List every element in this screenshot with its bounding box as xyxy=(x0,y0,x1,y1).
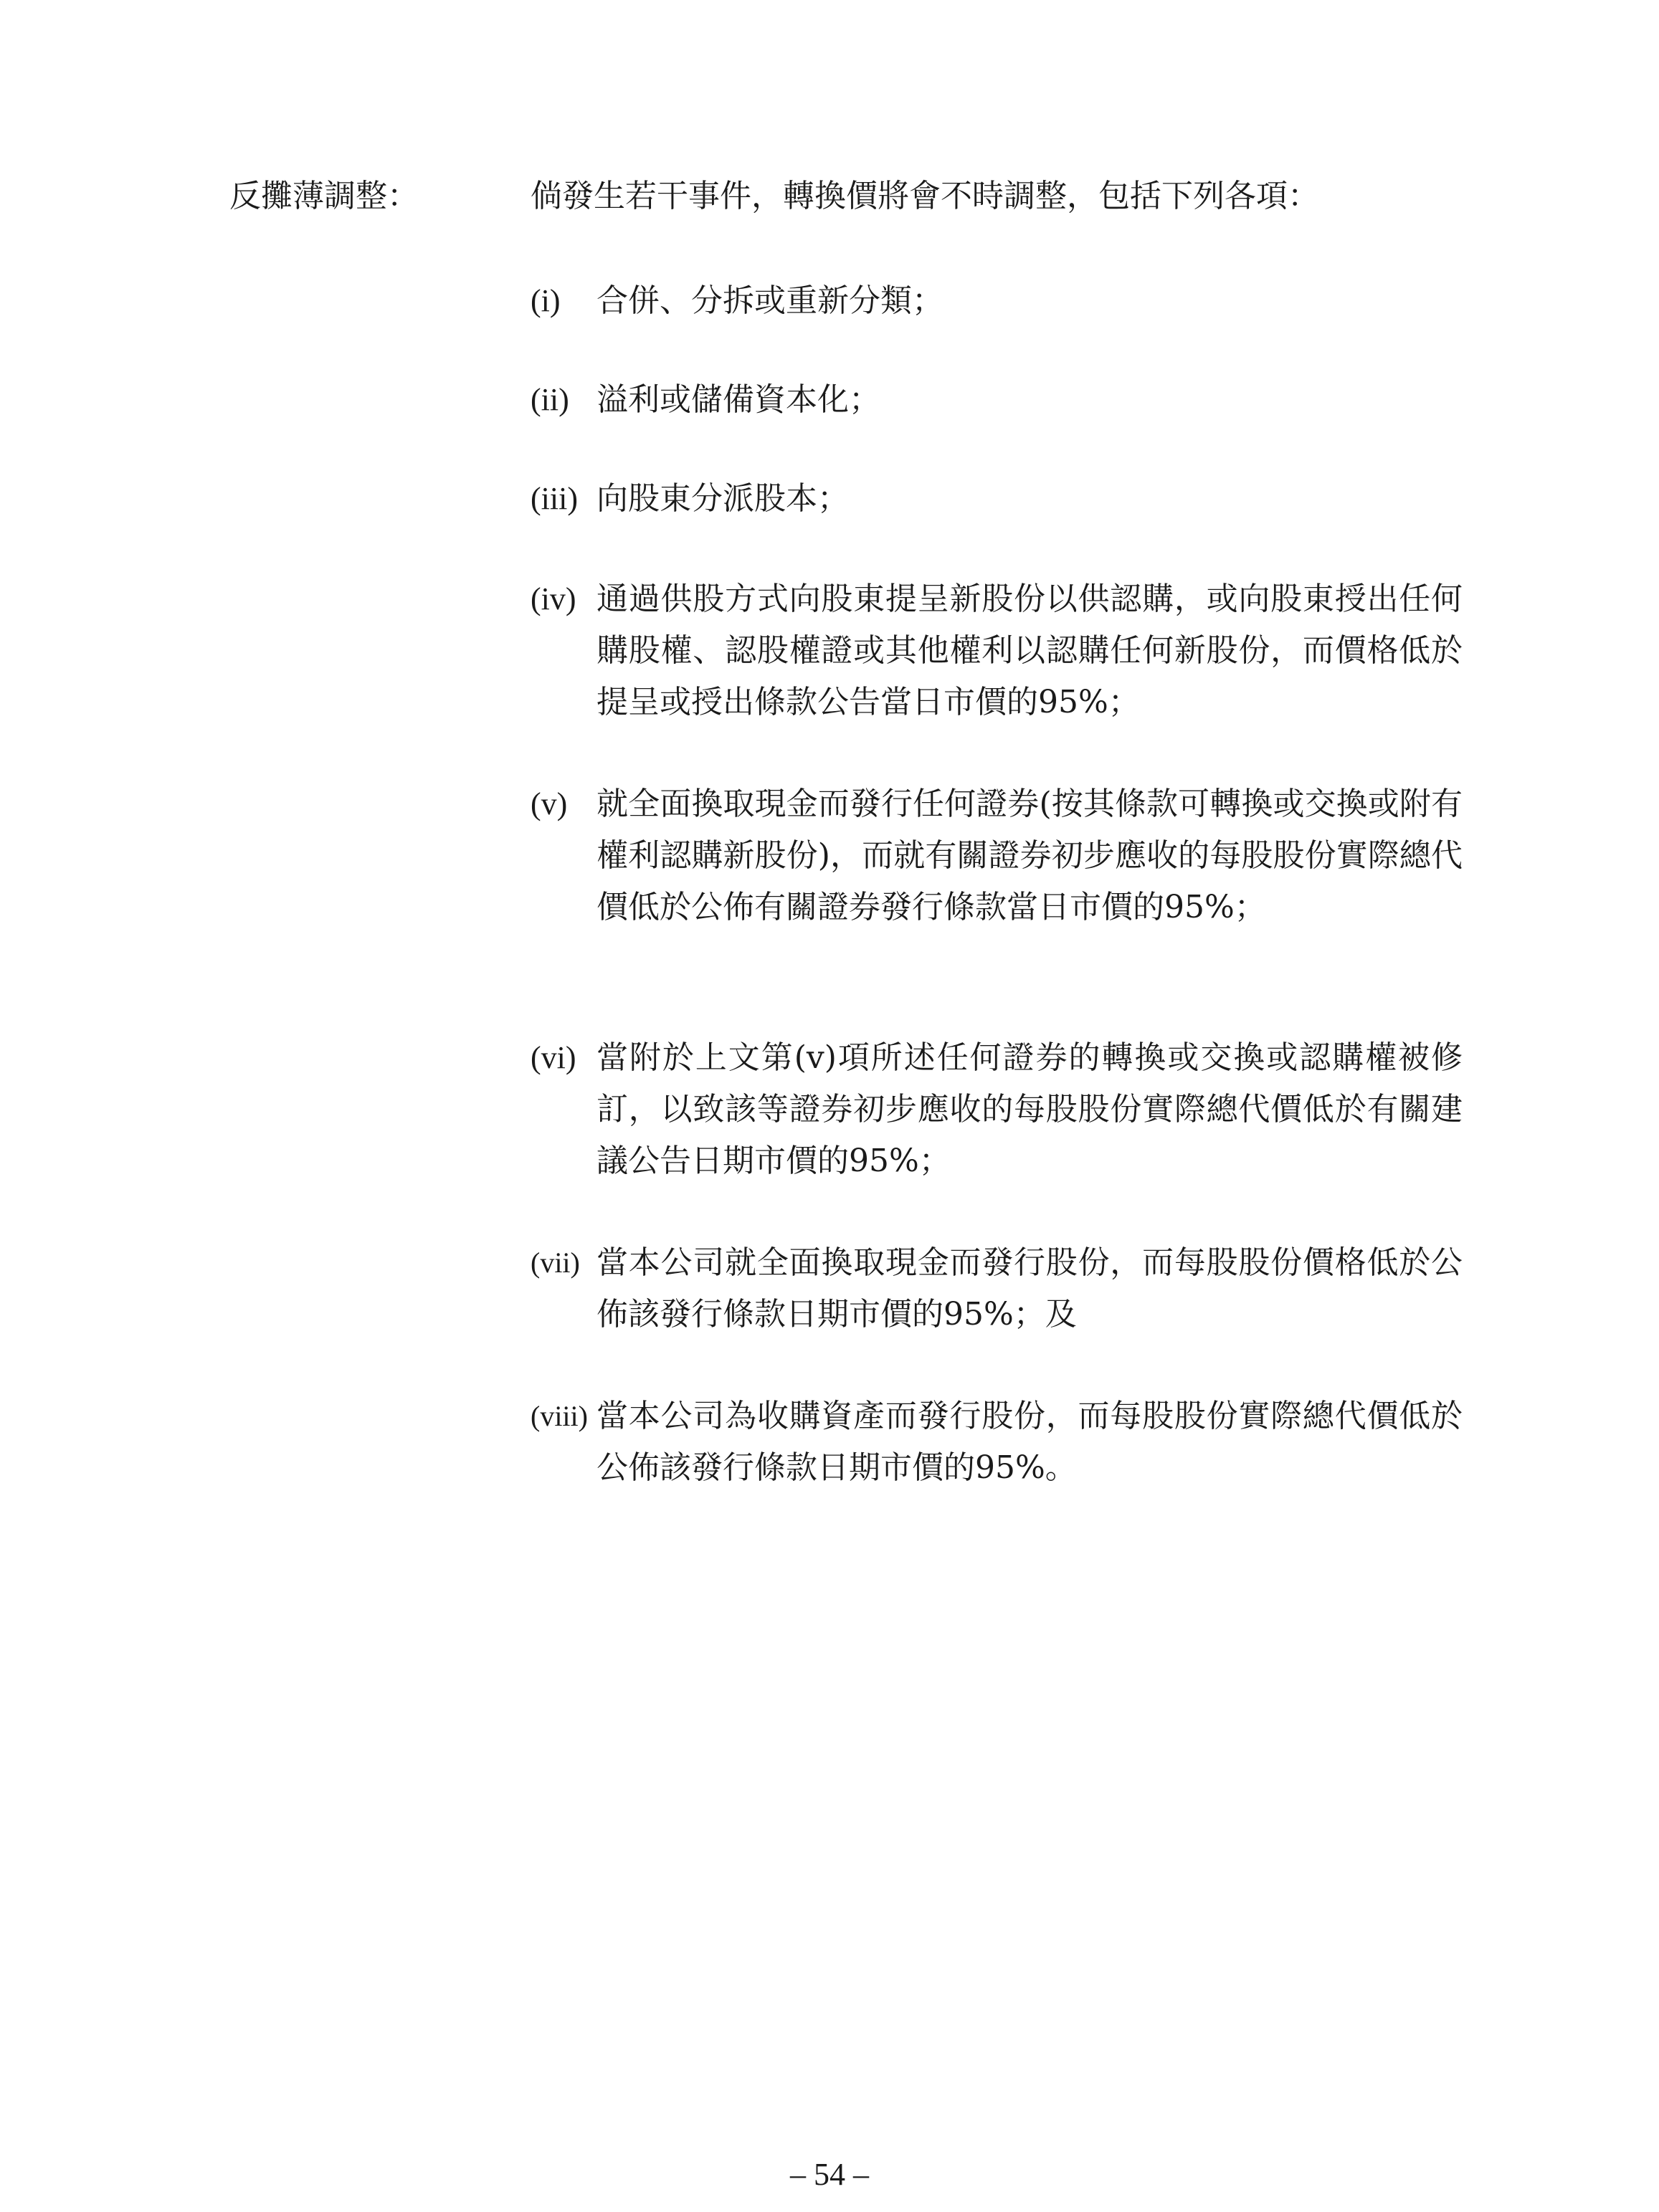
item-text: 通過供股方式向股東提呈新股份以供認購，或向股東授出任何購股權、認股權證或其他權利以認購任何新股份，而價格低於提呈或授出條款公告當日市價的95%； xyxy=(596,581,1463,720)
list-item xyxy=(531,473,1534,525)
list-item xyxy=(531,374,1534,426)
item-text: 當附於上文第(v)項所述任何證券的轉換或交換或認購權被修訂，以致該等證券初步應收的每股股份實際總代價低於有關建議公告日期市價的95%； xyxy=(596,1039,1463,1179)
item-text: 當本公司為收購資產而發行股份，而每股股份實際總代價低於公佈該發行條款日期市價的95%。 xyxy=(596,1398,1463,1486)
item-number: (iv) xyxy=(531,581,576,616)
item-number: (vii) xyxy=(531,1246,580,1279)
list-item xyxy=(531,275,1534,327)
section-label: 反攤薄調整： xyxy=(229,178,419,214)
list-item xyxy=(531,1237,1534,1340)
item-number: (viii) xyxy=(531,1400,588,1432)
item-text: 合併、分拆或重新分類； xyxy=(596,282,943,319)
list-item xyxy=(531,1032,1534,1187)
list-item xyxy=(531,1391,1534,1494)
item-number: (v) xyxy=(531,786,568,821)
list-item xyxy=(531,573,1534,728)
item-text: 就全面換取現金而發行任何證券(按其條款可轉換或交換或附有權利認購新股份)，而就有關證券初步應收的每股股份實際總代價低於公佈有關證券發行條款當日市價的95%； xyxy=(596,786,1463,925)
section-intro: 倘發生若干事件，轉換價將會不時調整，包括下列各項： xyxy=(531,178,1319,214)
item-text: 當本公司就全面換取現金而發行股份，而每股股份價格低於公佈該發行條款日期市價的95%；及 xyxy=(596,1244,1463,1333)
item-text: 溢利或儲備資本化； xyxy=(596,381,880,418)
item-number: (iii) xyxy=(531,481,578,516)
item-number: (ii) xyxy=(531,382,569,417)
item-text: 向股東分派股本； xyxy=(596,480,849,517)
item-number: (vi) xyxy=(531,1040,576,1075)
page-number: – 54 – xyxy=(790,2157,869,2192)
list-item xyxy=(531,778,1534,933)
item-number: (i) xyxy=(531,283,561,318)
